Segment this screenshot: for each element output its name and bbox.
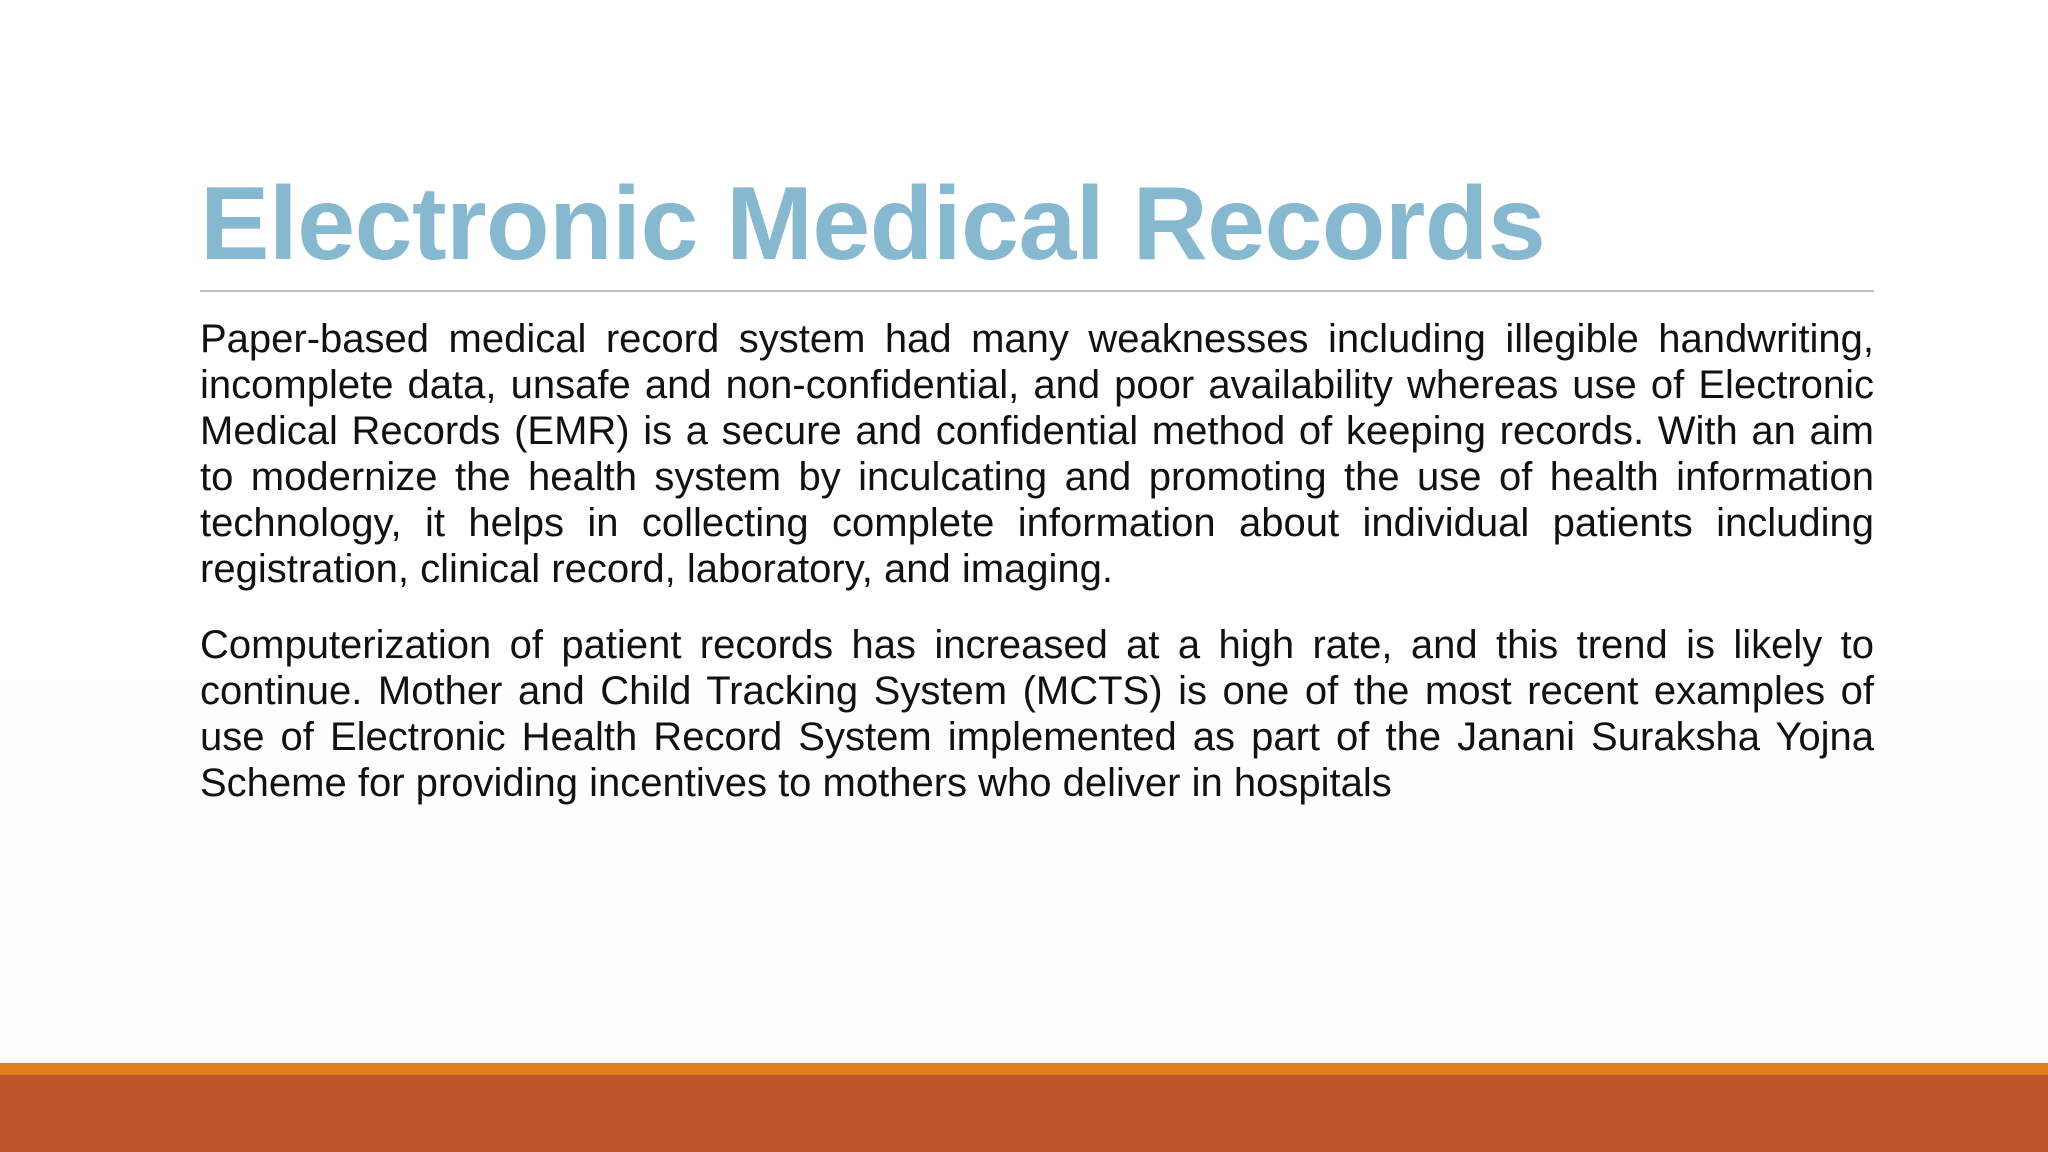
body-paragraph-2: Computerization of patient records has increased at a high rate, and this trend is likely to continue. Mother and Child Tracking System (MCTS) is one of the most recent examples of use of Electronic Health Record System implemented as part of the Janani Suraksha Yojna Scheme for providing incentives to mothers who deliver in hospitals bbox=[200, 623, 1874, 805]
body-paragraph-1: Paper-based medical record system had many weaknesses including illegible handwriting, incomplete data, unsafe and non-confidential, and poor availability whereas use of Electronic Medical Records (EMR) is a secure and confidential method of keeping records. With an aim to modernize the health system by inculcating and promoting the use of health information technology, it helps in collecting complete information about individual patients including registration, clinical record, laboratory, and imaging. bbox=[200, 317, 1874, 591]
title-divider bbox=[200, 290, 1874, 292]
footer-accent-stripe bbox=[0, 1063, 2048, 1075]
slide-title: Electronic Medical Records bbox=[200, 166, 1546, 282]
footer-band bbox=[0, 1075, 2048, 1152]
slide-body bbox=[200, 316, 1874, 806]
